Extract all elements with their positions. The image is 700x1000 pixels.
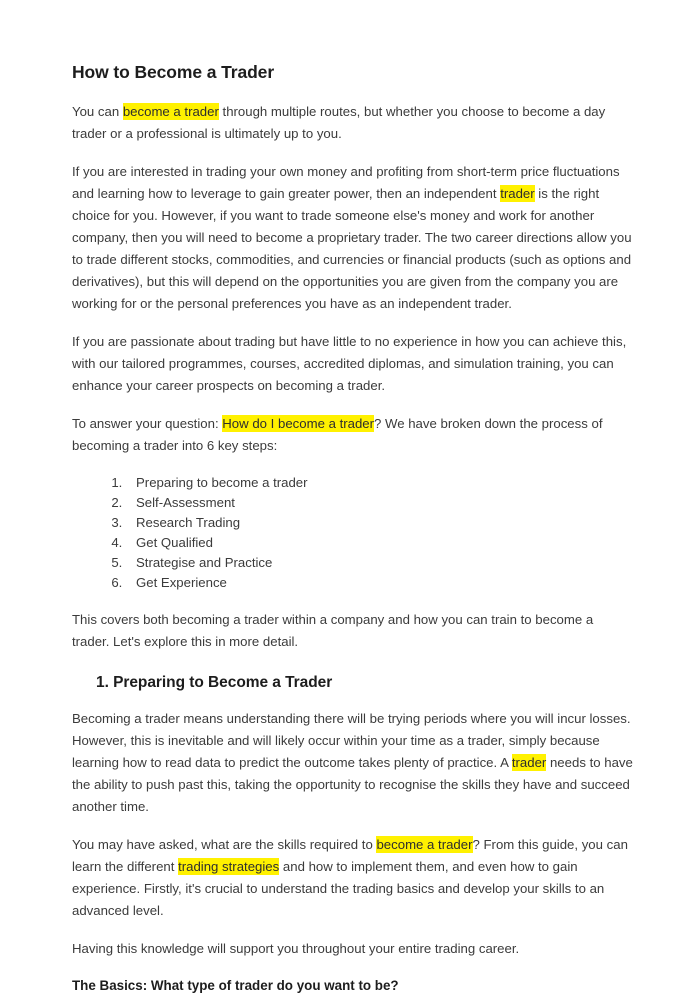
highlight-trading-strategies: trading strategies — [178, 859, 280, 875]
paragraph-intro-text-b: through multiple routes, but whether you choose to become a day trader or a professional is ultimately up to you. — [72, 103, 606, 141]
paragraph-skills-required-text-c: and how to implement them, and even how to gain experience. Firstly, it's crucial to understand the trading basics and develop your skills to an advanced level. — [72, 859, 605, 919]
section-heading-preparing: 1. Preparing to Become a Trader — [96, 673, 333, 691]
paragraph-question-answer — [72, 413, 633, 457]
steps-list — [72, 473, 633, 593]
list-item: 5. Strategise and Practice — [126, 553, 633, 573]
paragraph-knowledge-support: Having this knowledge will support you throughout your entire trading career. — [72, 941, 520, 957]
paragraph-career-routes-text-b: is the right choice for you. However, if you want to trade someone else's money and work for another company, then you will need to become a proprietary trader. The two career directions allow you to trade different stocks, commodities, and currencies or financial products (such as options and derivatives), but this will depend on the opportunities you are given from the company you are working for or the personal preferences you have as an independent trader. — [72, 185, 632, 311]
paragraph-scope-summary: This covers both becoming a trader within a company and how you can train to become a trader. Let's explore this in more detail. — [72, 611, 594, 649]
paragraph-losses-resilience-text-b: needs to have the ability to push past this, taking the opportunity to recognise the skills they have and succeed another time. — [72, 755, 633, 815]
page-title: How to Become a Trader — [72, 62, 275, 82]
sub-heading-the-basics: The Basics: What type of trader do you want to be? — [72, 978, 399, 994]
highlight-trader-2: trader — [511, 755, 547, 771]
paragraph-losses-resilience — [72, 708, 633, 818]
paragraph-skills-required-text-b: ? From this guide, you can learn the different — [72, 837, 628, 875]
paragraph-skills-required-text-a: You may have asked, what are the skills required to — [72, 837, 377, 853]
paragraph-skills-required — [72, 834, 633, 922]
paragraph-career-routes — [72, 161, 633, 315]
list-item: 3. Research Trading — [126, 513, 633, 533]
highlight-become-a-trader-2: become a trader — [376, 837, 473, 853]
paragraph-intro — [72, 101, 633, 145]
paragraph-question-answer-text-a: To answer your question: — [72, 415, 223, 431]
highlight-trader-1: trader — [500, 185, 535, 201]
highlight-how-do-i-become-a-trader: How do I become a trader — [222, 415, 375, 431]
list-item: 2. Self-Assessment — [126, 493, 633, 513]
list-item: 1. Preparing to become a trader — [126, 473, 633, 493]
paragraph-intro-text-a: You can — [72, 103, 123, 119]
paragraph-training-offer: If you are passionate about trading but have little to no experience in how you can achieve this, with our tailored programmes, courses, accredited diplomas, and simulation training, you can enhance your career prospects on becoming a trader. — [72, 333, 627, 393]
highlight-become-a-trader-1: become a trader — [122, 103, 219, 119]
paragraph-losses-resilience-text-a: Becoming a trader means understanding there will be trying periods where you will incur losses. However, this is inevitable and will likely occur within your time as a trader, simply because learning how to read data to predict the outcome takes plenty of practice. A — [72, 711, 631, 771]
paragraph-career-routes-text-a: If you are interested in trading your own money and profiting from short-term price fluctuations and learning how to leverage to gain greater power, then an independent — [72, 163, 620, 201]
list-item: 4. Get Qualified — [126, 533, 633, 553]
list-item: 6. Get Experience — [126, 573, 633, 593]
paragraph-question-answer-text-b: ? We have broken down the process of becoming a trader into 6 key steps: — [72, 415, 603, 453]
